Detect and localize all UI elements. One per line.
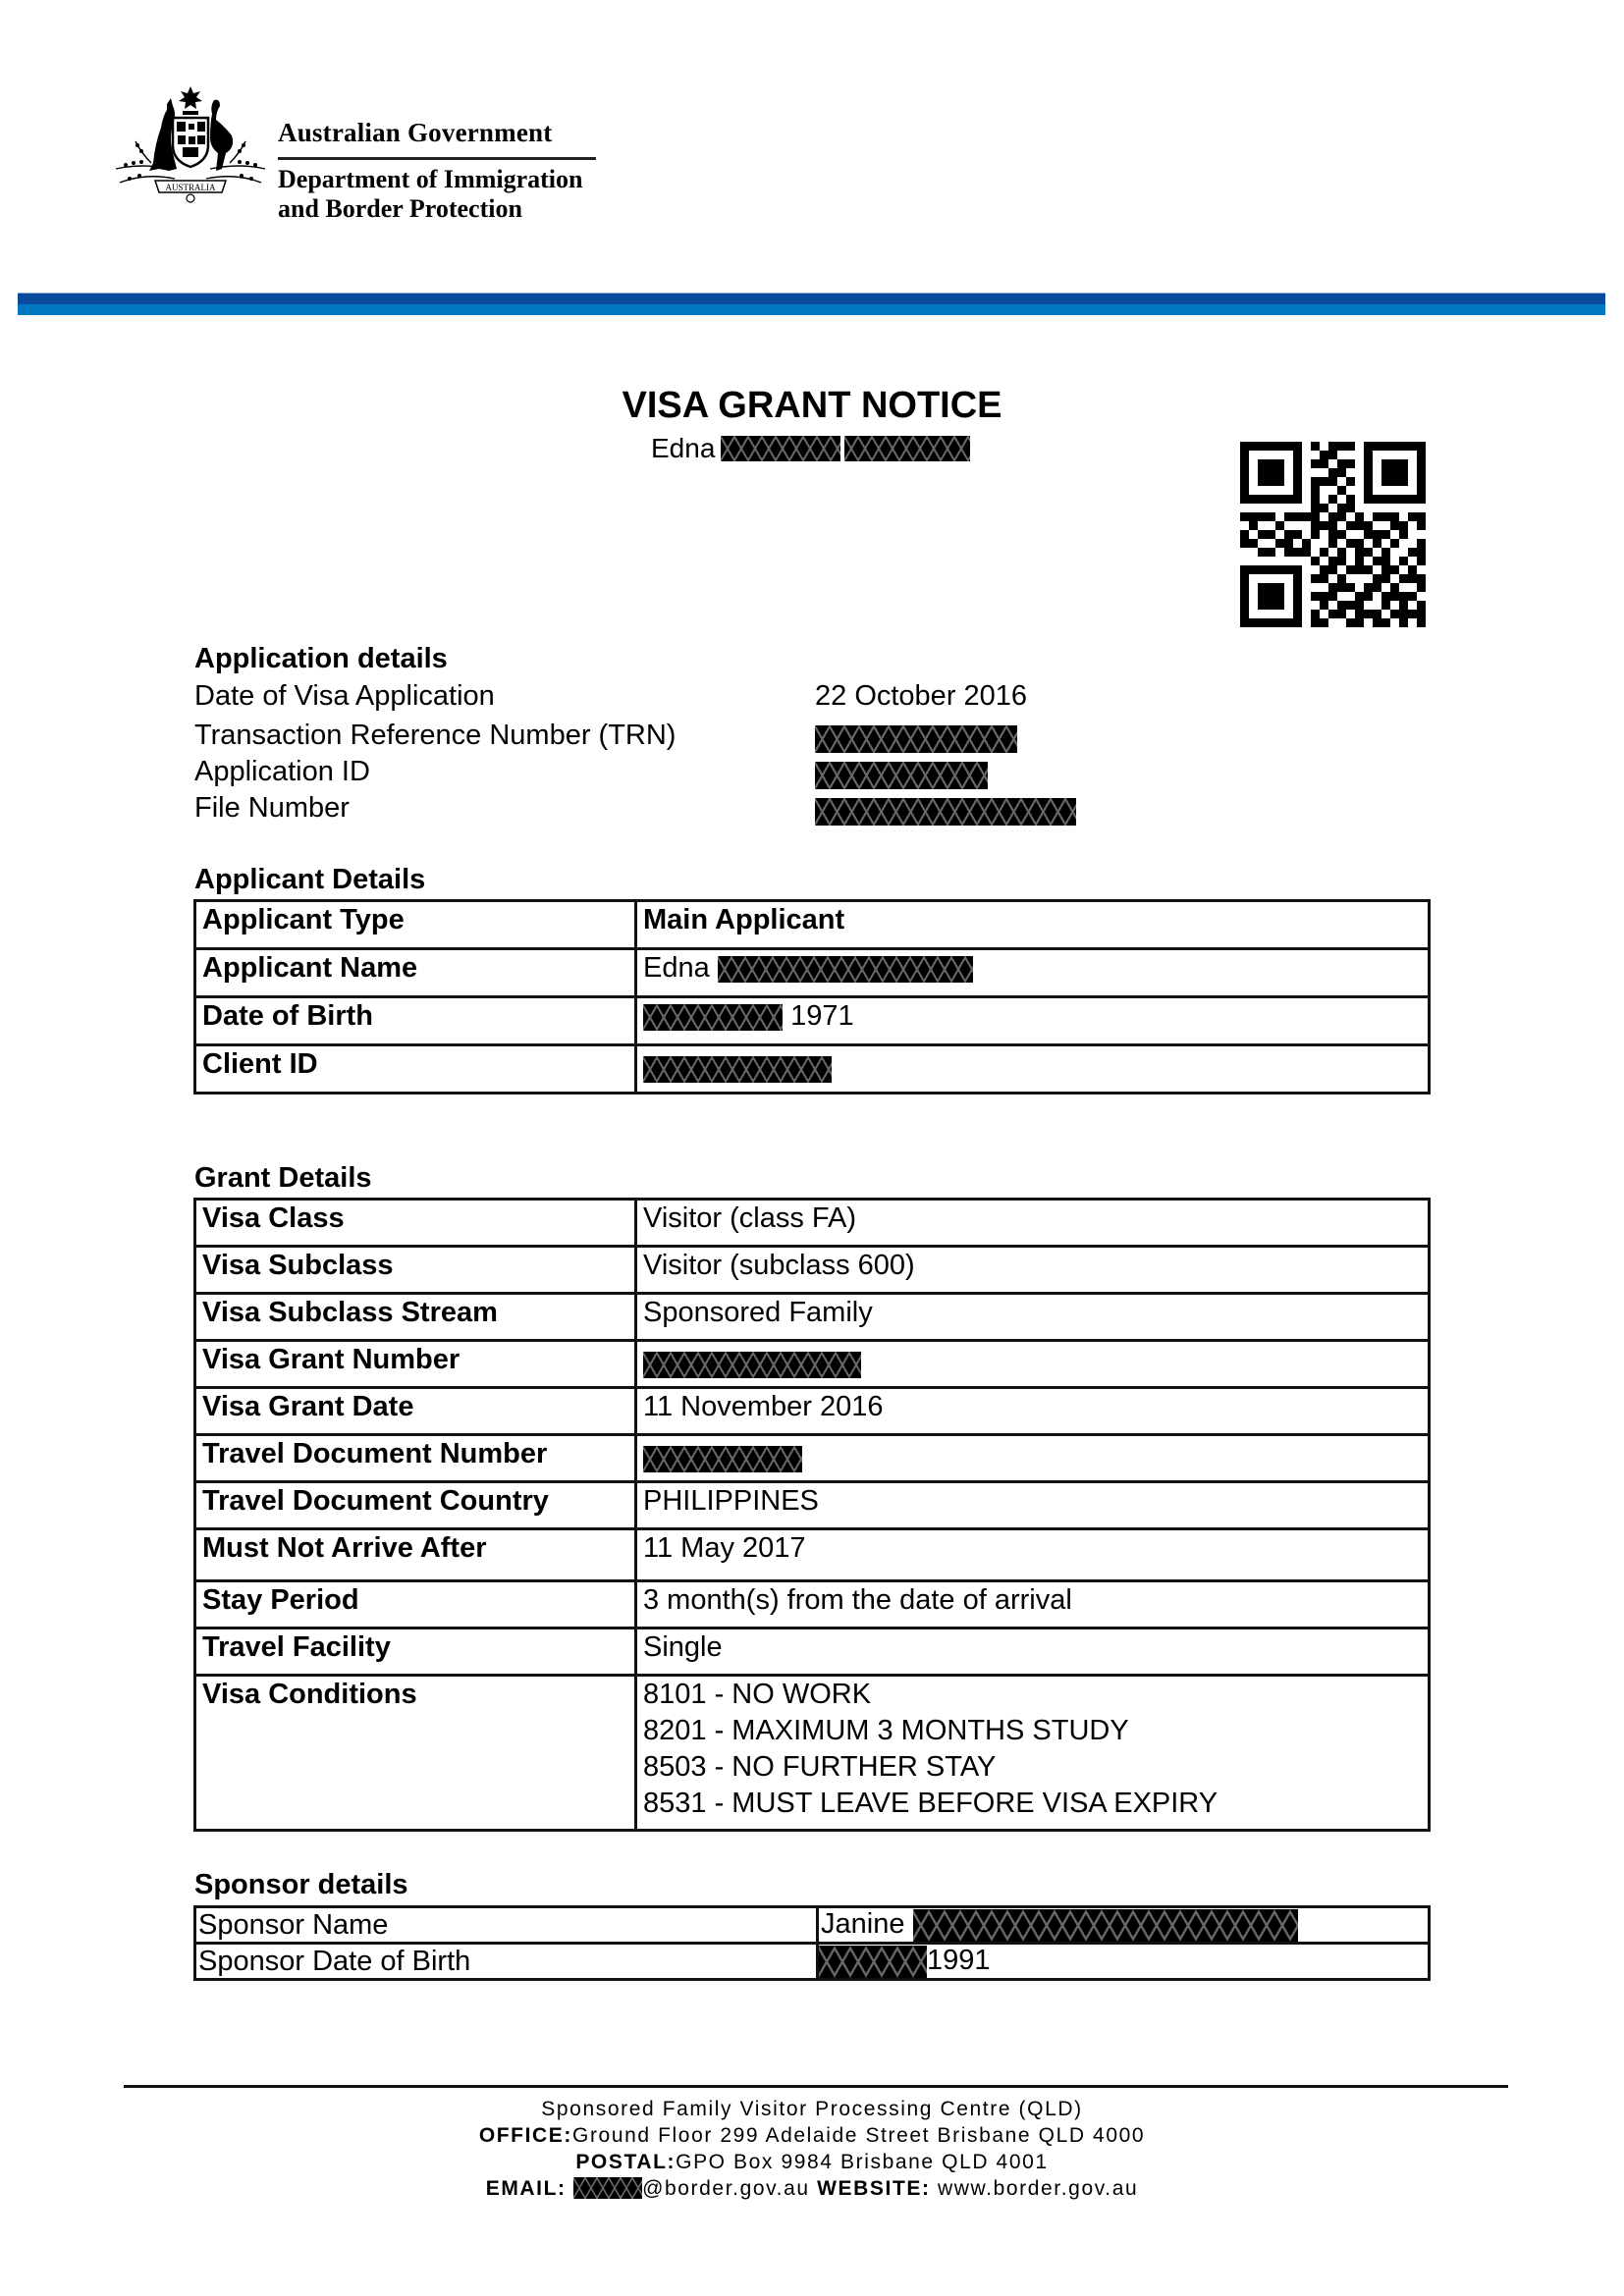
sponsor-details-heading: Sponsor details (194, 1869, 408, 1900)
redacted-surname-part1 (721, 436, 840, 461)
birth-year: 1971 (790, 1000, 854, 1032)
visa-condition: 8531 - MUST LEAVE BEFORE VISA EXPIRY (643, 1788, 1218, 1819)
table-row (195, 1482, 1430, 1529)
row-value (818, 1907, 1430, 1944)
sponsor-birth-year: 1991 (927, 1945, 991, 1976)
applicant-details-table (193, 899, 1431, 1095)
table-row (195, 997, 1430, 1045)
row-value: 11 November 2016 (636, 1388, 1430, 1435)
coat-of-arms-logo (112, 84, 269, 204)
row-value: Visitor (class FA) (636, 1200, 1430, 1247)
table-row (195, 1907, 1430, 1944)
row-label: Travel Document Country (195, 1482, 636, 1529)
app-detail-label: Application ID (194, 756, 370, 787)
table-row (195, 1341, 1430, 1388)
postal-label: POSTAL: (575, 2151, 677, 2173)
redacted-grant-number (643, 1352, 861, 1378)
footer-divider (124, 2085, 1508, 2088)
row-value (636, 1045, 1430, 1094)
visa-condition: 8101 - NO WORK (643, 1679, 872, 1710)
document-title: VISA GRANT NOTICE (622, 385, 1002, 426)
table-row (195, 1294, 1430, 1341)
email-label: EMAIL: (485, 2177, 567, 2200)
row-label: Must Not Arrive After (195, 1529, 636, 1581)
holder-first-name: Edna (651, 433, 716, 463)
redacted-client-id (643, 1056, 832, 1083)
redacted-travel-document-number (643, 1446, 802, 1472)
table-row (195, 1944, 1430, 1980)
table-row (195, 949, 1430, 997)
row-label: Client ID (195, 1045, 636, 1094)
table-row (195, 1247, 1430, 1294)
app-detail-label: Date of Visa Application (194, 680, 495, 712)
table-row (195, 1045, 1430, 1094)
app-detail-value-redacted (815, 798, 1076, 826)
grant-details-table (193, 1198, 1431, 1832)
website-label: WEBSITE: (817, 2177, 931, 2200)
department-name-line2: and Border Protection (278, 194, 522, 223)
row-label: Travel Facility (195, 1629, 636, 1676)
redacted-surname-part2 (844, 436, 970, 461)
sponsor-first-name: Janine (821, 1908, 905, 1940)
agency-divider (278, 157, 596, 160)
table-row (195, 1388, 1430, 1435)
redacted-sponsor-surname (913, 1909, 1298, 1942)
redacted-surname (718, 956, 973, 983)
row-label: Travel Document Number (195, 1435, 636, 1482)
office-address: Ground Floor 299 Adelaide Street Brisbane QLD 4000 (572, 2124, 1146, 2147)
row-label: Date of Birth (195, 997, 636, 1045)
row-label: Applicant Name (195, 949, 636, 997)
office-label: OFFICE: (478, 2124, 573, 2147)
postal-address: GPO Box 9984 Brisbane QLD 4001 (676, 2151, 1049, 2173)
row-value (818, 1944, 1430, 1980)
row-value (636, 949, 1430, 997)
footer-contact (0, 2177, 1624, 2201)
applicant-first-name: Edna (643, 952, 710, 984)
redacted-sponsor-day-month (819, 1946, 927, 1978)
row-label: Visa Class (195, 1200, 636, 1247)
footer-office (0, 2124, 1624, 2148)
row-label: Visa Subclass Stream (195, 1294, 636, 1341)
email-domain: @border.gov.au (642, 2177, 810, 2200)
row-value: Sponsored Family (636, 1294, 1430, 1341)
row-value (636, 1435, 1430, 1482)
crest-scroll-text: AUSTRALIA (165, 183, 216, 192)
row-label: Applicant Type (195, 901, 636, 949)
table-row (195, 1676, 1430, 1831)
table-row (195, 1200, 1430, 1247)
sponsor-details-table (193, 1905, 1431, 1981)
row-label: Visa Conditions (195, 1676, 636, 1831)
row-value: Single (636, 1629, 1430, 1676)
row-label: Stay Period (195, 1581, 636, 1629)
row-label: Sponsor Date of Birth (195, 1944, 818, 1980)
app-detail-value: 22 October 2016 (815, 680, 1028, 712)
row-label: Visa Grant Date (195, 1388, 636, 1435)
redacted-email-user (573, 2177, 642, 2199)
applicant-details-heading: Applicant Details (194, 864, 426, 895)
table-row (195, 1581, 1430, 1629)
row-value: PHILIPPINES (636, 1482, 1430, 1529)
website-link[interactable]: www.border.gov.au (938, 2177, 1139, 2200)
qr-code-icon (1240, 442, 1426, 627)
grant-details-heading: Grant Details (194, 1162, 372, 1194)
app-detail-label: File Number (194, 792, 350, 824)
visa-conditions-list (636, 1676, 1430, 1831)
app-detail-value-redacted (815, 725, 1017, 753)
agency-name: Australian Government (278, 118, 553, 147)
header-band-dark (18, 293, 1605, 304)
department-name-line1: Department of Immigration (278, 165, 583, 193)
visa-condition: 8503 - NO FURTHER STAY (643, 1751, 997, 1783)
footer-postal (0, 2151, 1624, 2174)
row-value: Visitor (subclass 600) (636, 1247, 1430, 1294)
row-value: Main Applicant (636, 901, 1430, 949)
app-detail-value-redacted (815, 762, 988, 789)
app-detail-label: Transaction Reference Number (TRN) (194, 720, 677, 751)
row-value (636, 997, 1430, 1045)
visa-holder-name (651, 433, 970, 464)
header-band-light (18, 304, 1605, 315)
footer-processing-centre: Sponsored Family Visitor Processing Centre (QLD) (541, 2098, 1083, 2120)
row-value: 11 May 2017 (636, 1529, 1430, 1581)
visa-condition: 8201 - MAXIMUM 3 MONTHS STUDY (643, 1715, 1129, 1746)
redacted-day-month (643, 1004, 783, 1031)
row-value (636, 1341, 1430, 1388)
row-label: Visa Subclass (195, 1247, 636, 1294)
table-row (195, 1435, 1430, 1482)
table-row (195, 1629, 1430, 1676)
table-row (195, 901, 1430, 949)
application-details-heading: Application details (194, 643, 448, 674)
table-row (195, 1529, 1430, 1581)
row-label: Sponsor Name (195, 1907, 818, 1944)
row-value: 3 month(s) from the date of arrival (636, 1581, 1430, 1629)
row-label: Visa Grant Number (195, 1341, 636, 1388)
